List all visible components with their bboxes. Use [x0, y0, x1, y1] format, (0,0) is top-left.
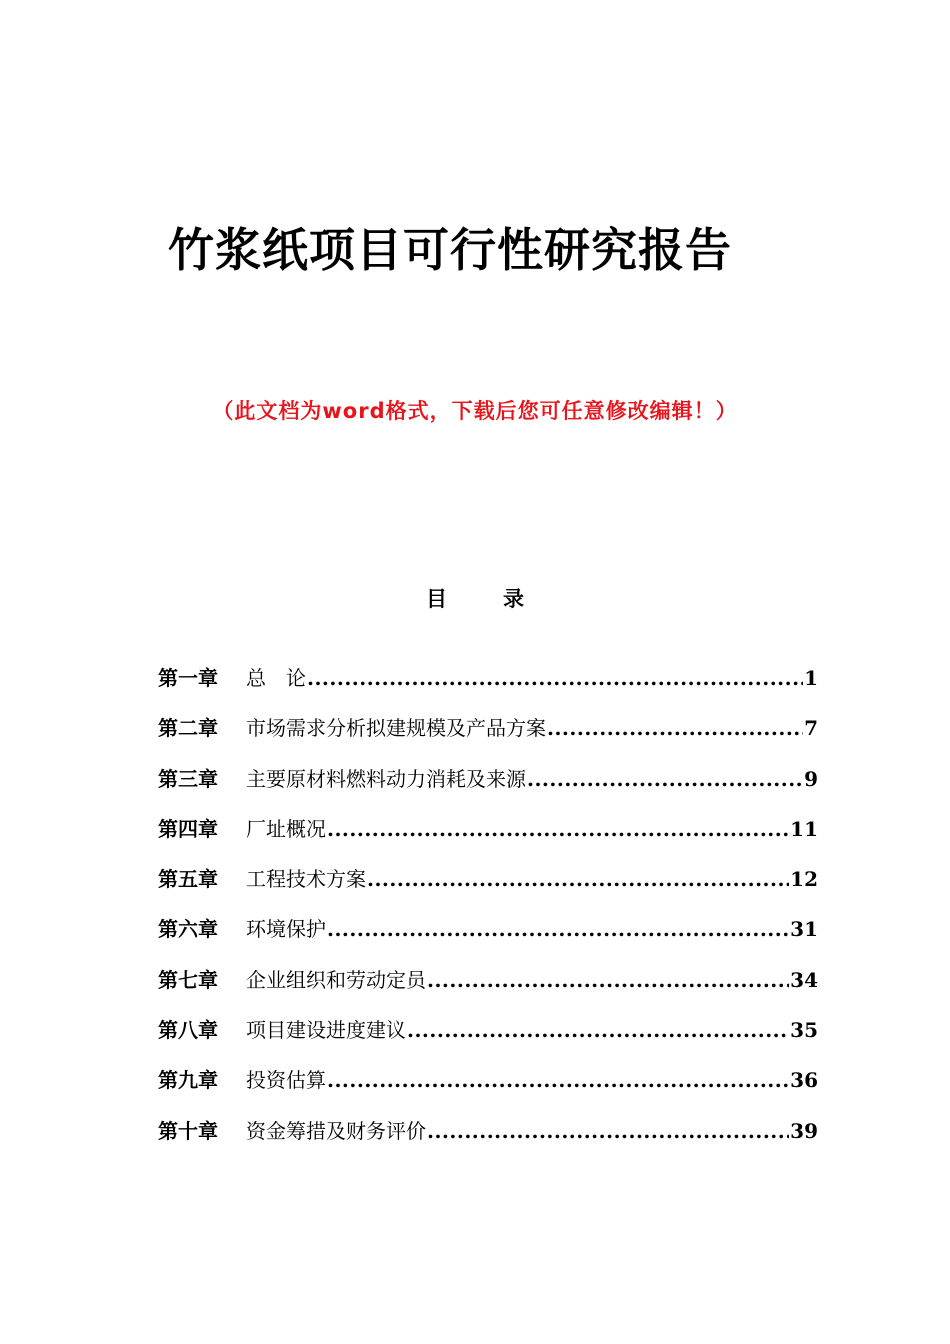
toc-entry-1[interactable] — [158, 663, 818, 713]
toc-entry-6[interactable] — [158, 914, 818, 964]
toc-leader-dots — [527, 764, 803, 794]
toc-page-number: 39 — [790, 1118, 818, 1143]
toc-entry-9[interactable] — [158, 1065, 818, 1115]
toc-chapter-title: 资金筹措及财务评价 — [246, 1118, 426, 1143]
toc-chapter-title: 厂址概况 — [246, 816, 326, 841]
toc-leader-dots — [307, 663, 803, 693]
toc-page-number: 34 — [790, 967, 818, 992]
toc-page-number: 11 — [790, 816, 818, 841]
toc-chapter-title: 项目建设进度建议 — [246, 1018, 406, 1043]
toc-leader-dots — [407, 1015, 789, 1045]
toc-chapter-number: 第十章 — [158, 1118, 218, 1143]
toc-leader-dots — [367, 864, 789, 894]
toc-page-number: 35 — [790, 1018, 818, 1043]
toc-entry-10[interactable] — [158, 1116, 818, 1166]
toc-leader-dots — [327, 1065, 789, 1095]
toc-page-number: 36 — [790, 1068, 818, 1093]
toc-heading-left: 目 — [426, 586, 447, 611]
toc-chapter-title: 工程技术方案 — [246, 867, 366, 892]
document-title: 竹浆纸项目可行性研究报告 — [168, 223, 732, 277]
toc-heading — [0, 584, 950, 614]
toc-entry-2[interactable] — [158, 713, 818, 763]
toc-chapter-title: 投资估算 — [246, 1068, 326, 1093]
toc-entry-3[interactable] — [158, 764, 818, 814]
toc-chapter-number: 第七章 — [158, 967, 218, 992]
toc-leader-dots — [427, 1116, 789, 1146]
toc-chapter-number: 第一章 — [158, 666, 218, 690]
toc-leader-dots — [327, 914, 789, 944]
toc-chapter-number: 第六章 — [158, 917, 218, 942]
toc-leader-dots — [327, 814, 789, 844]
toc-page-number: 1 — [804, 666, 818, 690]
toc-entry-8[interactable] — [158, 1015, 818, 1065]
toc-chapter-title: 主要原材料燃料动力消耗及来源 — [246, 766, 526, 791]
toc-entry-4[interactable] — [158, 814, 818, 864]
toc-page-number: 7 — [804, 716, 818, 741]
toc-chapter-number: 第九章 — [158, 1068, 218, 1093]
toc-chapter-title: 总 论 — [246, 666, 306, 690]
toc-chapter-number: 第二章 — [158, 716, 218, 741]
toc-chapter-number: 第四章 — [158, 816, 218, 841]
toc-heading-right: 录 — [503, 586, 524, 611]
toc-chapter-number: 第八章 — [158, 1018, 218, 1043]
toc-chapter-number: 第三章 — [158, 766, 218, 791]
toc-page-number: 12 — [790, 867, 818, 892]
toc-page-number: 9 — [804, 766, 818, 791]
toc-page-number: 31 — [790, 917, 818, 942]
toc-chapter-title: 企业组织和劳动定员 — [246, 967, 426, 992]
toc-chapter-number: 第五章 — [158, 867, 218, 892]
toc-leader-dots — [547, 713, 803, 743]
table-of-contents — [158, 663, 818, 1166]
toc-entry-5[interactable] — [158, 864, 818, 914]
toc-chapter-title: 市场需求分析拟建规模及产品方案 — [246, 716, 546, 741]
toc-chapter-title: 环境保护 — [246, 917, 326, 942]
editable-note: （此文档为word格式，下载后您可任意修改编辑！） — [212, 399, 738, 423]
toc-entry-7[interactable] — [158, 965, 818, 1015]
toc-leader-dots — [427, 965, 789, 995]
